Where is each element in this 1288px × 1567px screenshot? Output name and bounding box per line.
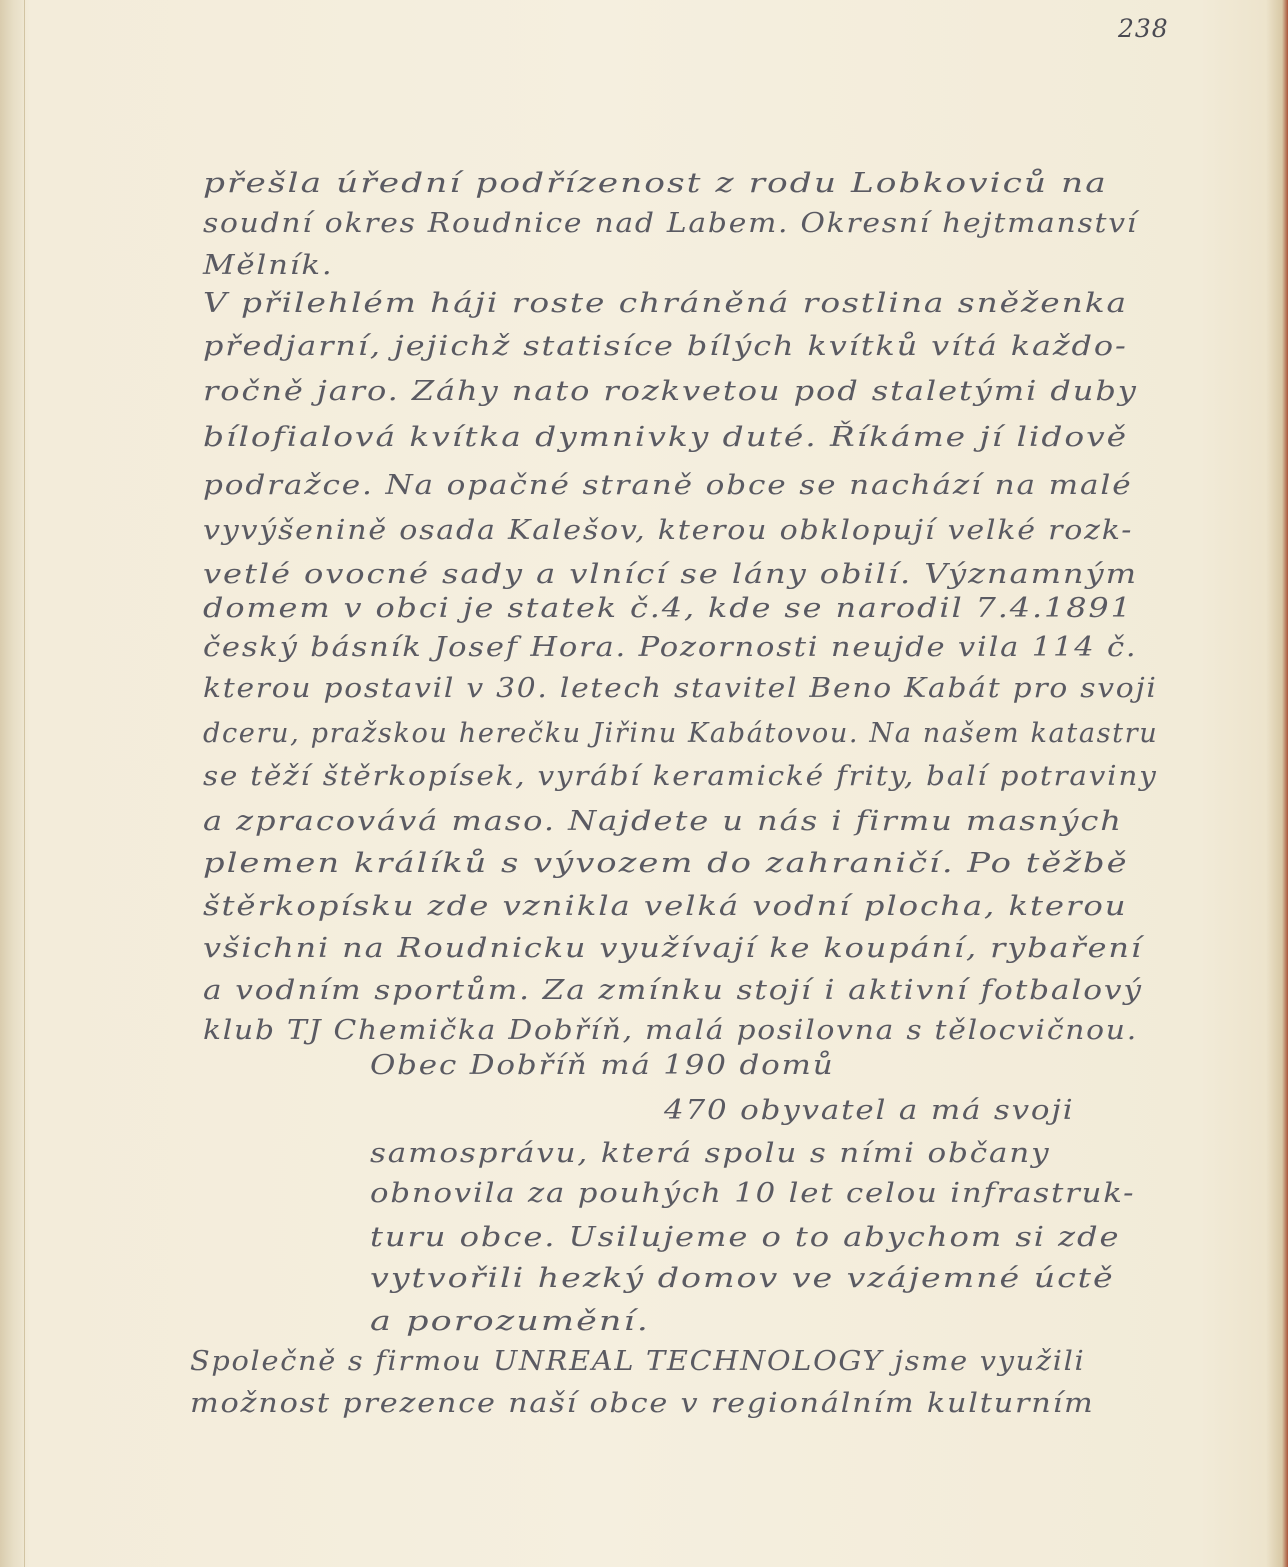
indented-line: Obec Dobříň má 190 domů (370, 1050, 835, 1081)
indented-line: a porozumění. (370, 1306, 650, 1337)
binding-fold-line (24, 0, 25, 1567)
body-line: a zpracovává maso. Najdete u nás i firmu masných (203, 806, 1123, 837)
body-line: vetlé ovocné sady a vlnící se lány obilí. Významným (203, 559, 1138, 590)
body-line: štěrkopísku zde vznikla velká vodní plocha, kterou (203, 891, 1128, 922)
indented-line: vytvořili hezký domov ve vzájemné úctě (370, 1263, 1115, 1294)
footer-line: možnost prezence naší obce v regionálním kulturním (190, 1388, 1095, 1419)
footer-line: Společně s firmou UNREAL TECHNOLOGY jsme využili (190, 1346, 1086, 1377)
page-right-edge (1266, 0, 1288, 1567)
body-line: V přilehlém háji roste chráněná rostlina sněženka (203, 288, 1129, 319)
body-line: přešla úřední podřízenost z rodu Lobkoviců na (203, 168, 1108, 199)
body-line: podražce. Na opačné straně obce se nachází na malé (203, 470, 1133, 501)
indented-line: samosprávu, která spolu s ními občany (370, 1138, 1051, 1169)
body-line: se těží štěrkopísek, vyrábí keramické frity, balí potraviny (203, 761, 1158, 792)
body-line: všichni na Roudnicku využívají ke koupání, rybaření (203, 933, 1143, 964)
body-line: vyvýšenině osada Kalešov, kterou obklopují velké rozk- (203, 515, 1134, 546)
body-line: soudní okres Roudnice nad Labem. Okresní hejtmanství (203, 208, 1139, 239)
body-line: dceru, pražskou herečku Jiřinu Kabátovou. Na našem katastru (203, 718, 1159, 749)
binding-edge (0, 0, 26, 1567)
indented-line: turu obce. Usilujeme o to abychom si zde (370, 1222, 1121, 1253)
body-line: klub TJ Chemička Dobříň, malá posilovna s tělocvičnou. (203, 1015, 1138, 1046)
indented-line: 470 obyvatel a má svoji (664, 1095, 1075, 1126)
indented-line: obnovila za pouhých 10 let celou infrastruk- (370, 1178, 1136, 1209)
body-line: český básník Josef Hora. Pozornosti neujde vila 114 č. (203, 632, 1138, 663)
body-line: domem v obci je statek č.4, kde se narodil 7.4.1891 (203, 593, 1133, 624)
body-line: ročně jaro. Záhy nato rozkvetou pod staletými duby (203, 376, 1138, 407)
body-line: Mělník. (203, 250, 334, 281)
page-number: 238 (1118, 14, 1169, 43)
body-line: předjarní, jejichž statisíce bílých kvítků vítá každo- (203, 331, 1128, 362)
body-line: a vodním sportům. Za zmínku stojí i aktivní fotbalový (203, 975, 1143, 1006)
body-line: kterou postavil v 30. letech stavitel Beno Kabát pro svoji (203, 673, 1158, 704)
body-line: bílofialová kvítka dymnivky duté. Říkáme jí lidově (203, 422, 1128, 453)
body-line: plemen králíků s vývozem do zahraničí. Po těžbě (203, 848, 1129, 879)
